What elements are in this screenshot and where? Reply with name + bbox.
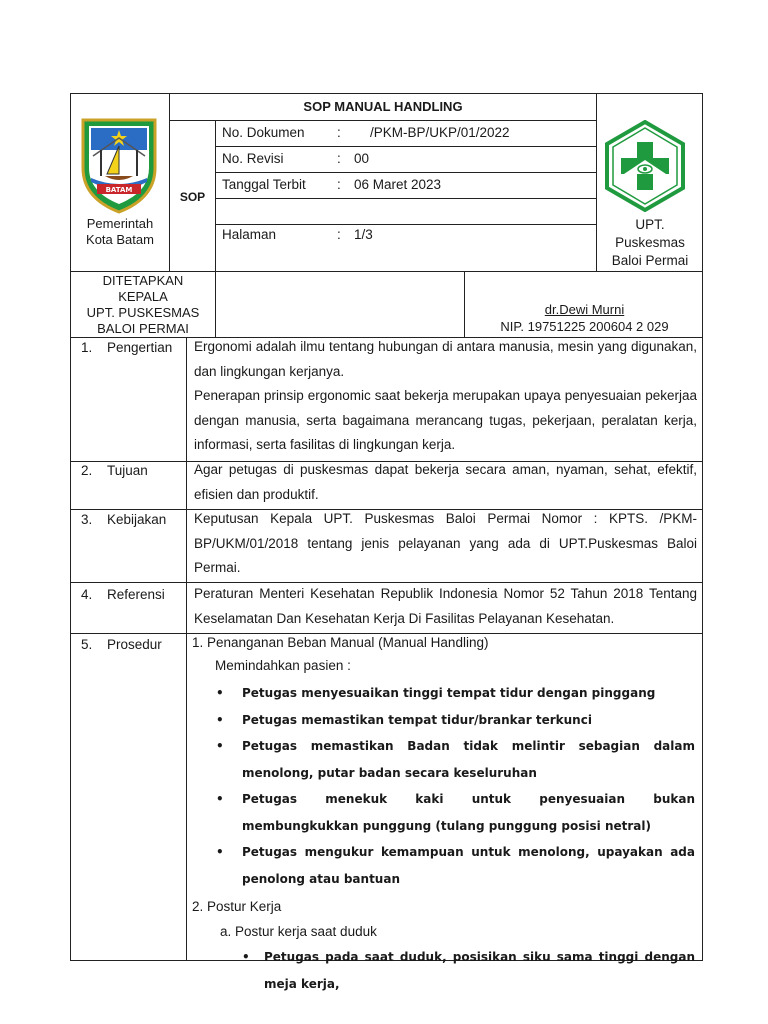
meta-value: 00 xyxy=(354,151,370,166)
section-title: Referensi xyxy=(107,587,165,602)
section-body-kebijakan xyxy=(194,507,697,581)
paragraph: Peraturan Menteri Kesehatan Republik Indonesia Nomor 52 Tahun 2018 Tentang Keselamatan Dan Kesehatan Kerja Di Fasilitas Pelayanan Kesehatan. xyxy=(194,586,697,626)
sop-label: SOP xyxy=(179,189,206,204)
puskesmas-logo-icon xyxy=(604,120,686,212)
section-title: Tujuan xyxy=(107,463,148,478)
procedure-substep: a. Postur kerja saat duduk xyxy=(220,924,377,939)
approval-line: DITETAPKAN xyxy=(102,273,184,288)
approval-line: KEPALA xyxy=(118,289,168,304)
right-caption-line: Puskesmas xyxy=(615,235,685,250)
procedure-bullet: • Petugas pada saat duduk, posisikan siku sama tinggi dengan meja kerja, xyxy=(242,950,695,991)
signatory-cell xyxy=(465,301,704,335)
section-title: Prosedur xyxy=(107,637,162,652)
document-title: SOP MANUAL HANDLING xyxy=(303,99,463,114)
signatory-nip: NIP. 19751225 200604 2 029 xyxy=(500,319,669,334)
section-number: 5. xyxy=(81,637,93,652)
left-logo-caption xyxy=(71,216,169,248)
right-caption-line: UPT. xyxy=(635,217,665,232)
approval-table xyxy=(70,271,703,338)
section-title: Kebijakan xyxy=(107,512,167,527)
procedure-bullet: • Petugas mengukur kemampuan untuk menolong, upayakan ada penolong atau bantuan xyxy=(216,845,695,886)
procedure-step: 1. Penanganan Beban Manual (Manual Handling) xyxy=(192,635,489,650)
section-number: 1. xyxy=(81,340,93,355)
section-number: 4. xyxy=(81,587,93,602)
meta-sep: : xyxy=(337,177,341,192)
meta-sep: : xyxy=(337,125,341,140)
meta-value: 06 Maret 2023 xyxy=(354,177,442,192)
paragraph: Keputusan Kepala UPT. Puskesmas Baloi Permai Nomor : KPTS. /PKM-BP/UKM/01/2018 tentang jenis pelayanan yang ada di UPT.Puskesmas Baloi Permai. xyxy=(194,511,697,575)
section-title: Pengertian xyxy=(107,340,173,355)
paragraph: Agar petugas di puskesmas dapat bekerja secara aman, nyaman, sehat, efektif, efisien dan produktif. xyxy=(194,462,697,502)
section-body-prosedur xyxy=(192,631,695,997)
section-body-tujuan xyxy=(194,458,697,507)
sop-header-table xyxy=(70,93,703,272)
procedure-bullet: • Petugas menyesuaikan tinggi tempat tidur dengan pinggang xyxy=(216,686,656,700)
crest-banner-text: BATAM xyxy=(105,186,133,194)
procedure-bullet: • Petugas menekuk kaki untuk penyesuaian bukan membungkukkan punggung (tulang punggung posisi netral) xyxy=(216,792,695,833)
section-number: 2. xyxy=(81,463,93,478)
meta-label: No. Revisi xyxy=(222,151,284,166)
meta-label: No. Dokumen xyxy=(222,125,305,140)
procedure-step: 2. Postur Kerja xyxy=(192,899,282,914)
meta-value: 1/3 xyxy=(354,227,373,242)
sop-content-table xyxy=(70,337,703,991)
procedure-substep: Memindahkan pasien : xyxy=(215,658,351,673)
meta-sep: : xyxy=(337,151,341,166)
paragraph: Penerapan prinsip ergonomic saat bekerja merupakan upaya penyesuaian pekerjaa dengan manusia, serta bagaimana merancang tugas, pekerjaan, peralatan kerja, informasi, serta fasilitas di lingkungan kerja. xyxy=(194,388,697,452)
approval-line: UPT. PUSKESMAS xyxy=(86,305,200,320)
meta-label: Tanggal Terbit xyxy=(222,177,306,192)
right-logo-caption xyxy=(597,216,703,270)
procedure-bullet: • Petugas memastikan tempat tidur/brankar terkunci xyxy=(216,712,592,727)
batam-city-crest-icon xyxy=(79,116,159,216)
meta-label: Halaman xyxy=(222,227,277,242)
left-caption-line: Pemerintah xyxy=(86,216,154,231)
section-body-referensi xyxy=(194,582,697,631)
paragraph: Ergonomi adalah ilmu tentang hubungan di antara manusia, mesin yang digunakan, dan lingkungan kerjanya. xyxy=(194,339,697,379)
meta-sep: : xyxy=(337,227,341,242)
meta-value: /PKM-BP/UKP/01/2022 xyxy=(370,125,510,140)
approval-line: BALOI PERMAI xyxy=(97,321,189,336)
right-caption-line: Baloi Permai xyxy=(611,253,689,268)
section-body-pengertian xyxy=(194,335,697,458)
approval-left-cell xyxy=(71,273,215,337)
left-caption-line: Kota Batam xyxy=(86,232,154,247)
section-number: 3. xyxy=(81,512,93,527)
procedure-bullet: • Petugas memastikan Badan tidak melintir sebagian dalam menolong, putar badan secara keseluruhan xyxy=(216,739,695,780)
signatory-name: dr.Dewi Murni xyxy=(544,302,625,317)
